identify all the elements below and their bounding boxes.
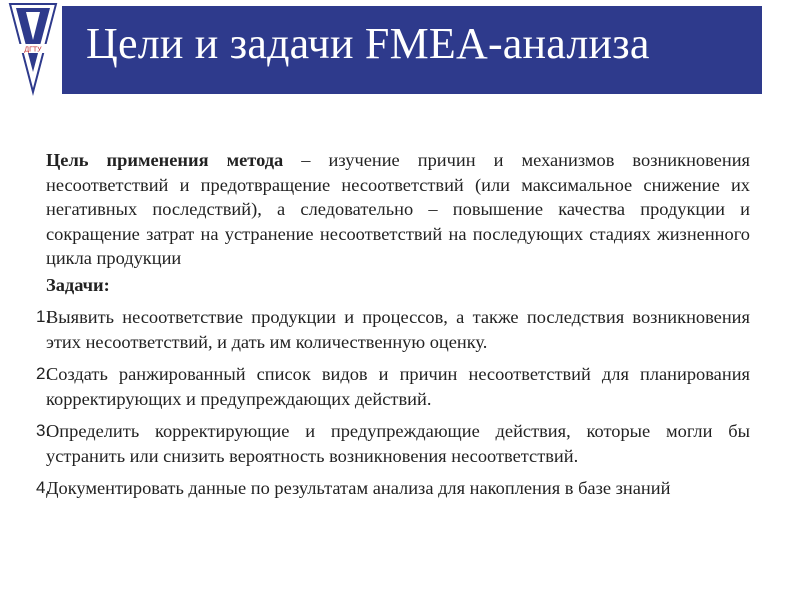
slide-body	[36, 148, 750, 501]
list-item-number: 4.	[36, 478, 51, 497]
list-item-text: Определить корректирующие и предупреждающие действия, которые могли бы устранить или снизить вероятность возникновения несоответствий.	[46, 421, 750, 466]
tasks-heading: Задачи:	[46, 274, 110, 295]
list-item-number: 1.	[36, 307, 51, 326]
list-item	[36, 362, 750, 411]
list-item-text: Документировать данные по результатам анализа для накопления в базе знаний	[46, 478, 671, 498]
list-item-text: Выявить несоответствие продукции и процессов, а также последствия возникновения этих несоответствий, и дать им количественную оценку.	[46, 307, 750, 352]
goal-text: – изучение причин и механизмов возникновения несоответствий и предотвращение несоответствий (или максимальное снижение их негативных последствий), а следовательно – повышение качества продукции и сокращение затрат на устранение несоответствий на последующих стадиях жизненного цикла продукции	[46, 150, 750, 268]
goal-paragraph	[46, 148, 750, 271]
list-item-number: 3.	[36, 421, 51, 440]
slide-header	[0, 0, 762, 96]
list-item-text: Создать ранжированный список видов и причин несоответствий для планирования корректирующих и предупреждающих действий.	[46, 364, 750, 409]
svg-text:ДГТУ: ДГТУ	[24, 46, 42, 54]
university-logo-icon	[6, 0, 60, 96]
list-item	[36, 419, 750, 468]
list-item	[36, 305, 750, 354]
page-title: Цели и задачи FMEA-анализа	[86, 19, 650, 68]
goal-lead: Цель применения метода	[46, 150, 284, 170]
list-item	[36, 476, 750, 501]
list-item-number: 2.	[36, 364, 51, 383]
